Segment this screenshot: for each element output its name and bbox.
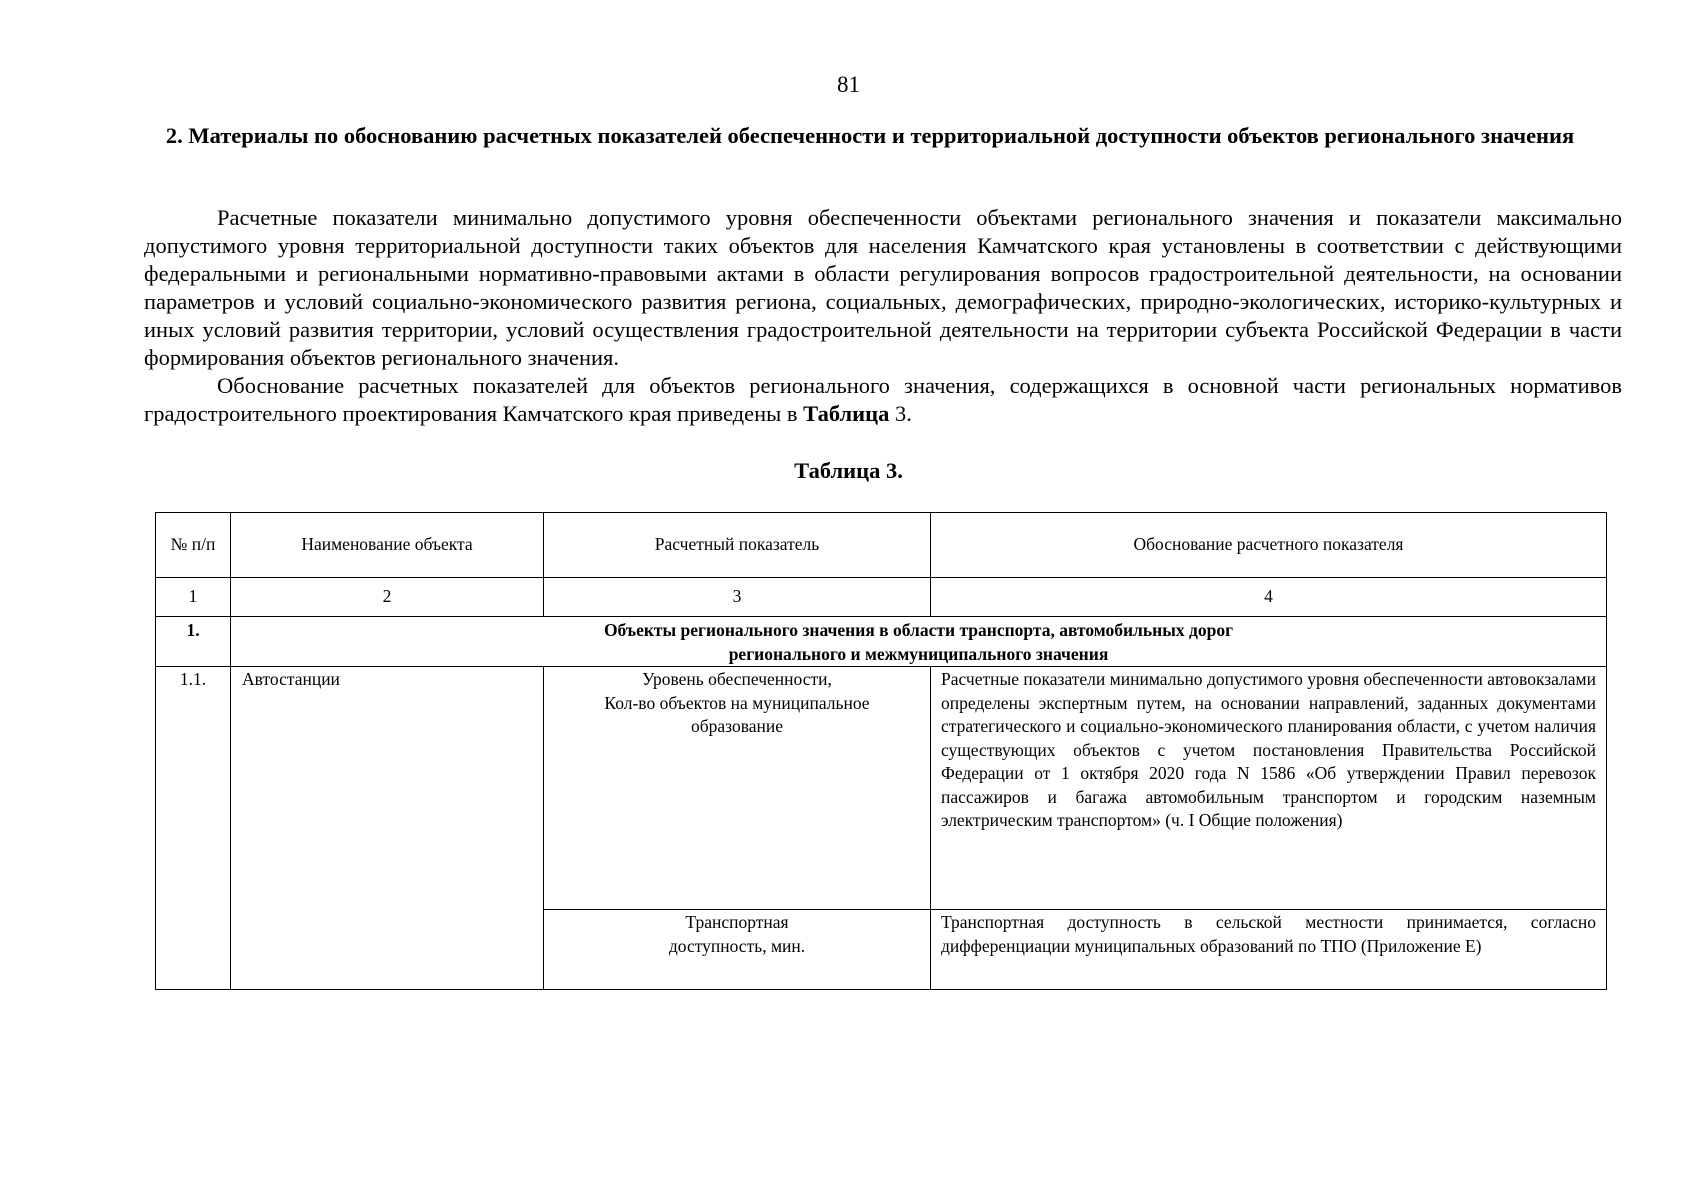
- indicator-provision-line-2: Кол-во объектов на муниципальное: [604, 692, 870, 713]
- paragraph-2: [144, 372, 1622, 428]
- justification-accessibility: Транспортная доступность в сельской местности принимается, согласно дифференциации муниципальных образований по ТПО (Приложение Е): [931, 910, 1607, 990]
- column-number: 1: [156, 578, 231, 617]
- header-indicator: Расчетный показатель: [544, 513, 931, 578]
- table-caption: Таблица 3.: [794, 458, 903, 483]
- page-number: 81: [837, 72, 860, 97]
- column-number: 2: [231, 578, 544, 617]
- paragraph-1: Расчетные показатели минимально допустимого уровня обеспеченности объектами регионального значения и показатели максимально допустимого уровня территориальной доступности таких объектов для населения Камчатского края установлены в соответствии с действующими федеральными и региональными нормативно-правовыми актами в области регулирования вопросов градостроительной деятельности, на основании параметров и условий социально-экономического развития региона, социальных, демографических, природно-экологических, историко-культурных и иных условий развития территории, условий осуществления градостроительной деятельности на территории субъекта Российской Федерации в части формирования объектов регионального значения.: [144, 205, 1622, 370]
- header-number: № п/п: [156, 513, 231, 578]
- paragraph-2-tail: 3.: [889, 401, 912, 426]
- section-title-line-1: Объекты регионального значения в области транспорта, автомобильных дорог: [603, 620, 1234, 640]
- justification-provision: Расчетные показатели минимально допустимого уровня обеспеченности автовокзалами определены экспертным путем, на основании направлений, заданных документами стратегического и социально-экономического планирования области, с учетом наличия существующих объектов с учетом постановления Правительства Российской Федерации от 1 октября 2020 года N 1586 «Об утверждении Правил перевозок пассажиров и багажа автомобильным транспортом и городским наземным электрическим транспортом» (ч. I Общие положения): [931, 667, 1607, 910]
- indicators-table: [155, 512, 1607, 990]
- header-justification: Обоснование расчетного показателя: [931, 513, 1607, 578]
- indicator-accessibility-line-2: доступность, мин.: [668, 935, 806, 956]
- section-title: [231, 617, 1607, 667]
- indicator-provision-line-1: Уровень обеспеченности,: [642, 669, 832, 689]
- table-reference: Таблица: [803, 401, 890, 426]
- indicator-provision-line-3: образование: [690, 716, 784, 736]
- section-heading: 2. Материалы по обоснованию расчетных показателей обеспеченности и территориальной доступности объектов регионального значения: [165, 123, 1575, 148]
- table-row: [156, 667, 1607, 910]
- table-header-row: [156, 513, 1607, 578]
- indicator-provision: [544, 667, 931, 910]
- row-number: 1.1.: [156, 667, 231, 990]
- object-name: Автостанции: [231, 667, 544, 990]
- body-text: [144, 204, 1622, 428]
- section-title-line-2: регионального и межмуниципального значения: [728, 643, 1109, 664]
- header-object-name: Наименование объекта: [231, 513, 544, 578]
- paragraph-2-text: Обоснование расчетных показателей для объектов регионального значения, содержащихся в основной части региональных нормативов градостроительного проектирования Камчатского края приведены в: [144, 373, 1622, 426]
- indicator-accessibility-line-1: Транспортная: [685, 912, 789, 932]
- column-number-row: [156, 578, 1607, 617]
- indicator-accessibility: [544, 910, 931, 990]
- section-row: [156, 617, 1607, 667]
- column-number: 3: [544, 578, 931, 617]
- section-number: 1.: [156, 617, 231, 667]
- column-number: 4: [931, 578, 1607, 617]
